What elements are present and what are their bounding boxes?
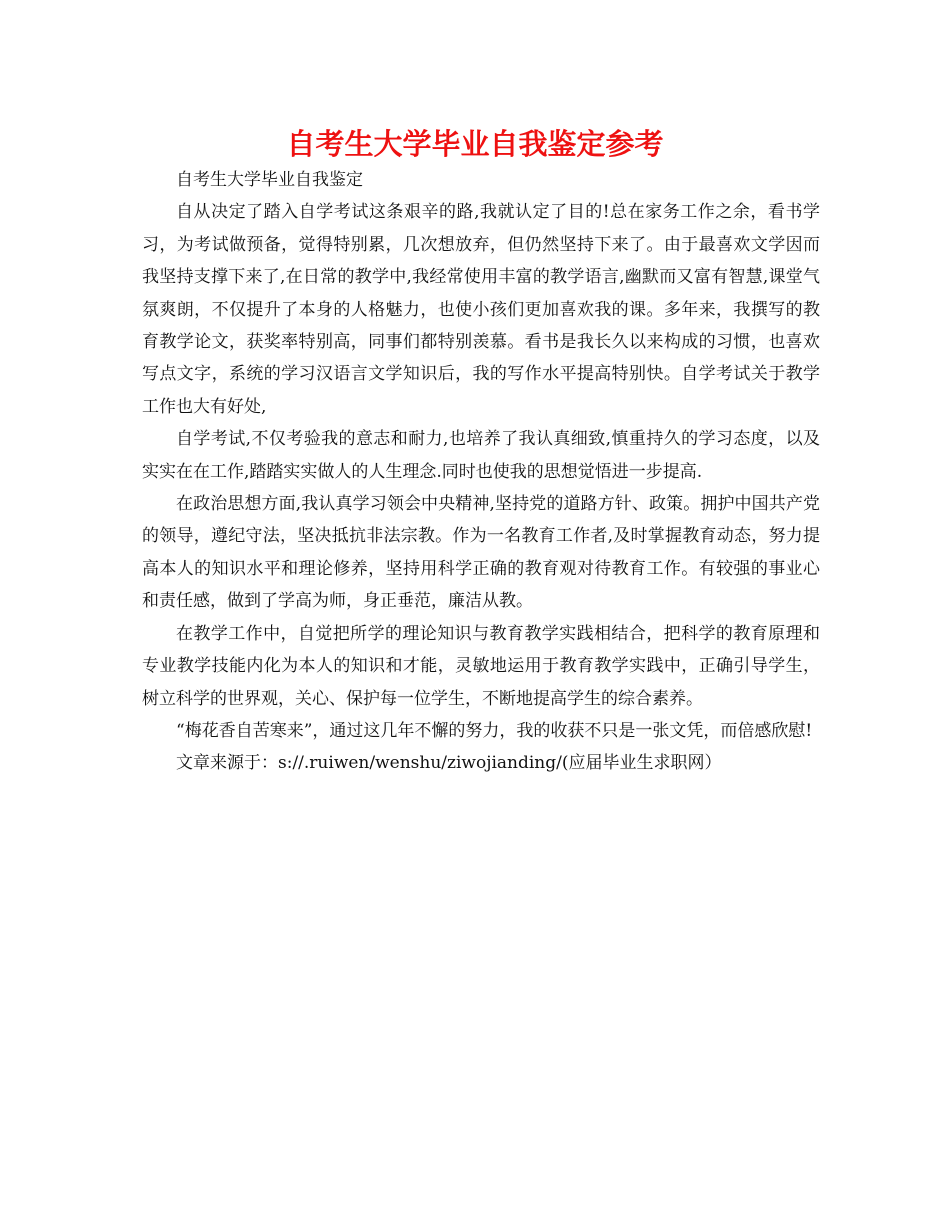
document-title: 自考生大学毕业自我鉴定参考: [286, 127, 664, 161]
paragraph-self-study: 自从决定了踏入自学考试这条艰辛的路,我就认定了目的!总在家务工作之余，看书学习，为考试做预备，觉得特别累，几次想放弃，但仍然坚持下来了。由于最喜欢文学因而我坚持支撑下来了,在日常的教学中,我经常使用丰富的教学语言,幽默而又富有智慧,课堂气氛爽朗，不仅提升了本身的人格魅力，也使小孩们更加喜欢我的课。多年来，我撰写的教育教学论文，获奖率特别高，同事们都特别羡慕。看书是我长久以来构成的习惯，也喜欢写点文字，系统的学习汉语言文学知识后，我的写作水平提高特别快。自学考试关于教学工作也大有好处,: [142, 202, 820, 417]
paragraph-teaching-work: 在教学工作中，自觉把所学的理论知识与教育教学实践相结合，把科学的教育原理和专业教学技能内化为本人的知识和才能，灵敏地运用于教育教学实践中，正确引导学生，树立科学的世界观，关心、保护每一位学生，不断地提高学生的综合素养。: [142, 623, 820, 709]
source-attribution: 文章来源于：s://.ruiwen/wenshu/ziwojianding/(应届毕业生求职网）: [176, 753, 722, 774]
paragraph-exam-benefits: 自学考试,不仅考验我的意志和耐力,也培养了我认真细致,慎重持久的学习态度，以及实实在在工作,踏踏实实做人的人生理念.同时也使我的思想觉悟进一步提高.: [142, 429, 820, 482]
paragraph-conclusion: “梅花香自苦寒来”，通过这几年不懈的努力，我的收获不只是一张文凭，而倍感欣慰!: [176, 720, 813, 741]
subtitle-paragraph: 自考生大学毕业自我鉴定: [176, 170, 363, 190]
paragraph-political-thought: 在政治思想方面,我认真学习领会中央精神,坚持党的道路方针、政策。拥护中国共产党的领导，遵纪守法，坚决抵抗非法宗教。作为一名教育工作者,及时掌握教育动态，努力提高本人的知识水平和理论修养，坚持用科学正确的教育观对待教育工作。有较强的事业心和责任感，做到了学高为师，身正垂范，廉洁从教。: [142, 494, 820, 612]
document-body: [142, 164, 820, 780]
